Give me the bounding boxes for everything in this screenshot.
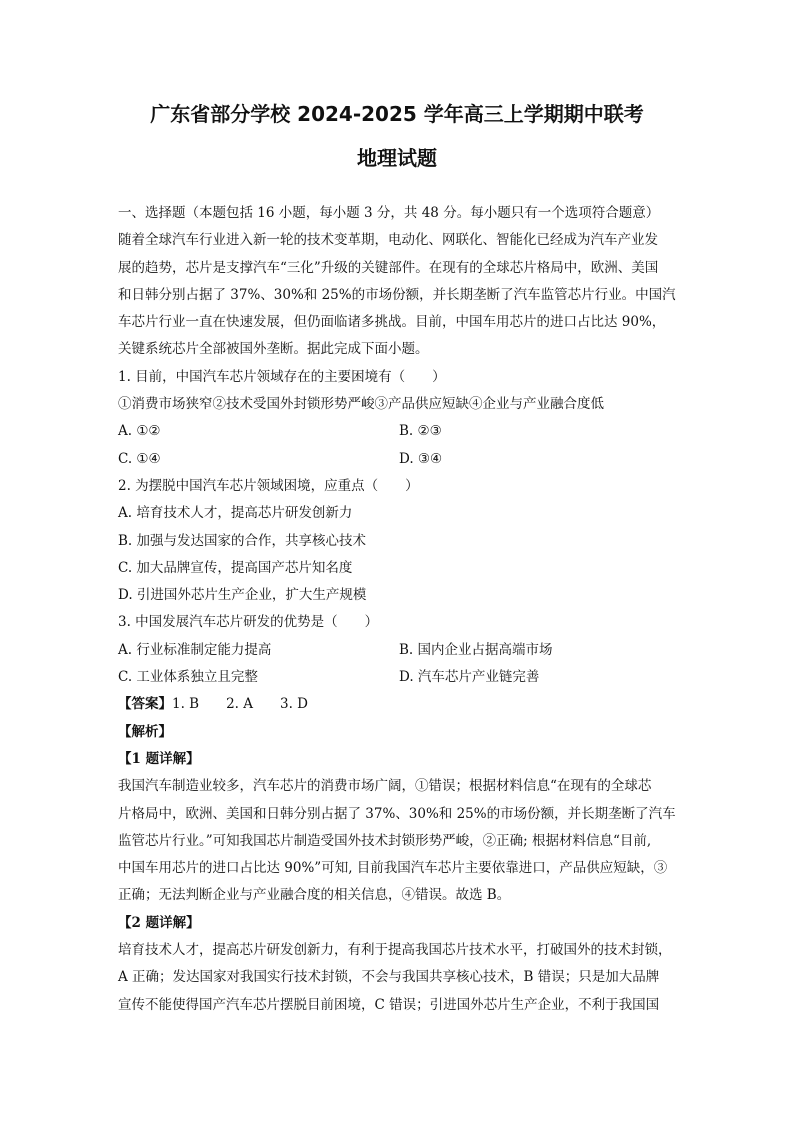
option-c: C. 加大品牌宣传，提高国产芯片知名度 — [118, 559, 353, 576]
section-heading: 一、选择题（本题包括 16 小题，每小题 3 分，共 48 分。每小题只有一个选项符合题意） — [118, 205, 660, 221]
q1-detail-line: 正确；无法判断企业与产业融合度的相关信息，④错误。故选 B。 — [118, 887, 511, 904]
option-b: B. ②③ — [399, 423, 442, 440]
option-d: D. 汽车芯片产业链完善 — [399, 669, 540, 686]
material-line: 随着全球汽车行业进入新一轮的技术变革期，电动化、网联化、智能化已经成为汽车产业发 — [118, 232, 658, 249]
question-1-items: ①消费市场狭窄②技术受国外封锁形势严峻③产品供应短缺④企业与产业融合度低 — [118, 396, 604, 413]
q1-detail-label: 【1 题详解】 — [118, 750, 200, 767]
option-d: D. ③④ — [399, 450, 443, 467]
question-1-options-row-2 — [118, 446, 680, 473]
question-1-options-row-1 — [118, 418, 680, 445]
q2-detail-line: 培育技术人才，提高芯片研发创新力，有利于提高我国芯片技术水平，打破国外的技术封锁， — [118, 942, 672, 959]
q2-detail-line: A 正确；发达国家对我国实行技术封锁，不会与我国共享核心技术，B 错误；只是加大品牌 — [118, 969, 660, 986]
analysis-label: 【解析】 — [118, 723, 172, 740]
material-line: 关键系统芯片全部被国外垄断。据此完成下面小题。 — [118, 341, 429, 358]
question-3-options-row-1 — [118, 637, 680, 664]
option-c: C. 工业体系独立且完整 — [118, 669, 258, 686]
material-line: 车芯片行业一直在快速发展，但仍面临诸多挑战。目前，中国车用芯片的进口占比达 90%， — [118, 314, 666, 331]
question-2-stem: 2. 为摆脱中国汽车芯片领域困境，应重点（ ） — [118, 477, 419, 494]
option-a: A. 培育技术人才，提高芯片研发创新力 — [118, 505, 353, 522]
answer-values: 1. B 2. A 3. D — [172, 696, 309, 713]
question-1-stem: 1. 目前，中国汽车芯片领域存在的主要困境有（ ） — [118, 368, 446, 385]
option-b: B. 加强与发达国家的合作，共享核心技术 — [118, 532, 367, 549]
q1-detail-line: 我国汽车制造业较多，汽车芯片的消费市场广阔，①错误；根据材料信息“在现有的全球芯 — [118, 778, 652, 795]
q1-detail-line: 监管芯片行业。”可知我国芯片制造受国外技术封锁形势严峻，②正确; 根据材料信息“目前, — [118, 832, 652, 849]
q2-detail-line: 宣传不能使得国产汽车芯片摆脱目前困境，C 错误；引进国外芯片生产企业，不利于我国国 — [118, 996, 660, 1013]
option-a: A. ①② — [118, 423, 161, 440]
q2-detail-label: 【2 题详解】 — [118, 914, 200, 931]
option-b: B. 国内企业占据高端市场 — [399, 641, 553, 658]
exam-title: 广东省部分学校 2024-2025 学年高三上学期期中联考 — [150, 102, 644, 126]
question-3-stem: 3. 中国发展汽车芯片研发的优势是（ ） — [118, 614, 379, 631]
document-body — [118, 200, 680, 1019]
option-a: A. 行业标准制定能力提高 — [118, 641, 272, 658]
q1-detail-line: 中国车用芯片的进口占比达 90%”可知, 目前我国汽车芯片主要依靠进口，产品供应短缺，③ — [118, 860, 668, 877]
exam-subtitle: 地理试题 — [357, 146, 437, 170]
answer-line — [118, 691, 680, 718]
material-line: 展的趋势，芯片是支撑汽车“三化”升级的关键部件。在现有的全球芯片格局中，欧洲、美国 — [118, 259, 659, 276]
q1-detail-line: 片格局中，欧洲、美国和日韩分别占据了 37%、30%和 25%的市场份额，并长期垄断了汽车 — [118, 805, 676, 822]
option-d: D. 引进国外芯片生产企业，扩大生产规模 — [118, 587, 367, 604]
material-line: 和日韩分别占据了 37%、30%和 25%的市场份额，并长期垄断了汽车监管芯片行业。中国汽 — [118, 286, 676, 303]
question-3-options-row-2 — [118, 664, 680, 691]
answer-label: 【答案】 — [118, 696, 172, 713]
option-c: C. ①④ — [118, 450, 161, 467]
